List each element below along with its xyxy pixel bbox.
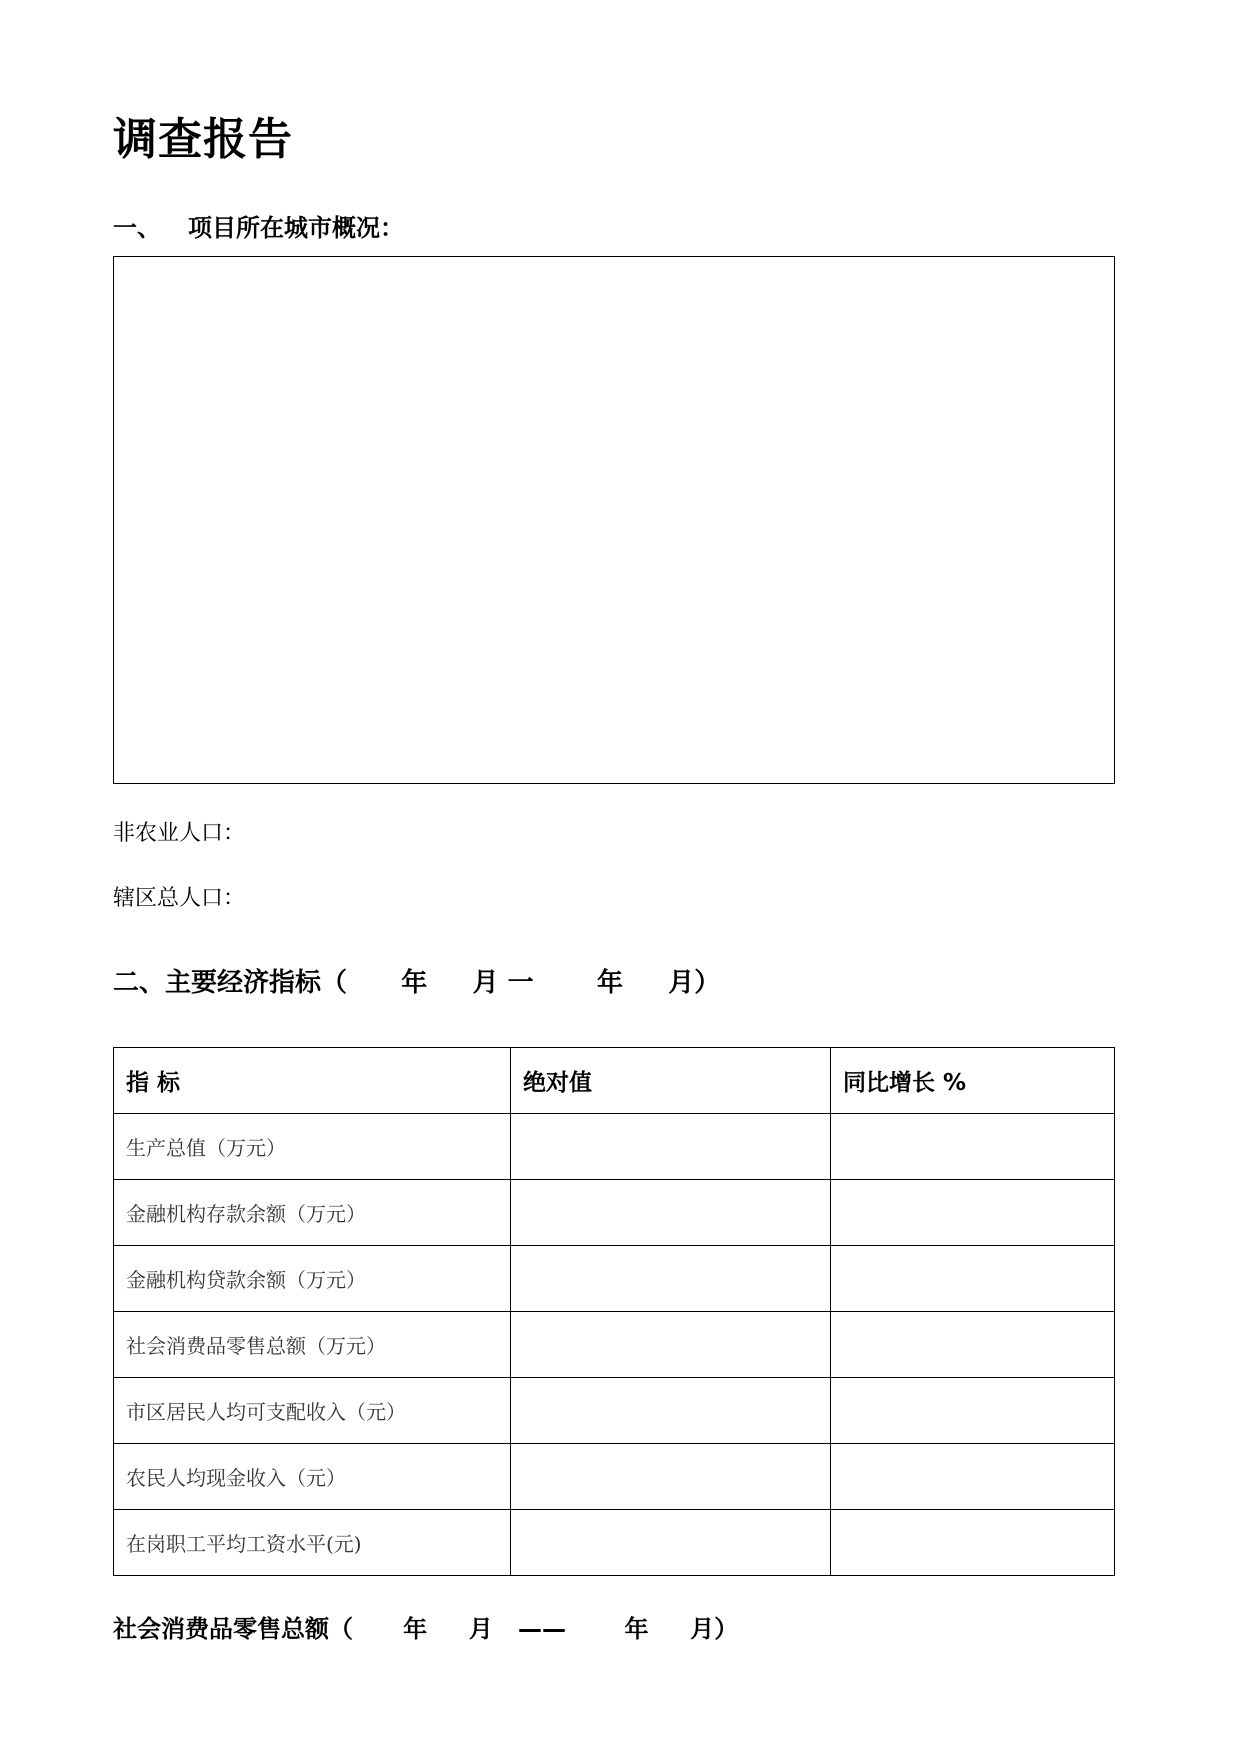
- yoy-growth-cell[interactable]: [831, 1114, 1115, 1180]
- table-row: [114, 1246, 1115, 1312]
- table-row: [114, 1114, 1115, 1180]
- row-label: 社会消费品零售总额（万元）: [114, 1312, 511, 1378]
- table-row: [114, 1378, 1115, 1444]
- absolute-value-cell[interactable]: [511, 1444, 831, 1510]
- yoy-growth-cell[interactable]: [831, 1510, 1115, 1576]
- absolute-value-cell[interactable]: [511, 1246, 831, 1312]
- yoy-growth-cell[interactable]: [831, 1378, 1115, 1444]
- yoy-growth-cell[interactable]: [831, 1180, 1115, 1246]
- absolute-value-cell[interactable]: [511, 1312, 831, 1378]
- table-row: [114, 1180, 1115, 1246]
- yoy-growth-cell[interactable]: [831, 1246, 1115, 1312]
- absolute-value-cell[interactable]: [511, 1180, 831, 1246]
- absolute-value-cell[interactable]: [511, 1378, 831, 1444]
- city-overview-box[interactable]: [113, 256, 1115, 784]
- row-label: 农民人均现金收入（元）: [114, 1444, 511, 1510]
- section-number: 一、: [113, 214, 161, 242]
- retail-sales-period-heading: 社会消费品零售总额（ 年 月 —— 年 月）: [113, 1615, 739, 1643]
- absolute-value-cell[interactable]: [511, 1114, 831, 1180]
- row-label: 生产总值（万元）: [114, 1114, 511, 1180]
- header-absolute-value: 绝对值: [511, 1048, 831, 1114]
- table-row: [114, 1510, 1115, 1576]
- total-population-label: 辖区总人口：: [113, 886, 246, 911]
- non-agri-population-label: 非农业人口：: [113, 821, 246, 846]
- row-label: 在岗职工平均工资水平(元): [114, 1510, 511, 1576]
- yoy-growth-cell[interactable]: [831, 1444, 1115, 1510]
- row-label: 市区居民人均可支配收入（元）: [114, 1378, 511, 1444]
- page-title: 调查报告: [113, 114, 293, 165]
- row-label: 金融机构贷款余额（万元）: [114, 1246, 511, 1312]
- header-indicator: 指 标: [114, 1048, 511, 1114]
- section-heading-economic-indicators: 二、主要经济指标（ 年 月 一 年 月）: [113, 968, 721, 998]
- yoy-growth-cell[interactable]: [831, 1312, 1115, 1378]
- absolute-value-cell[interactable]: [511, 1510, 831, 1576]
- economic-indicators-table: [113, 1047, 1115, 1576]
- table-header-row: [114, 1048, 1115, 1114]
- section-heading-city-overview: [113, 210, 404, 246]
- row-label: 金融机构存款余额（万元）: [114, 1180, 511, 1246]
- header-yoy-growth: 同比增长 %: [831, 1048, 1115, 1114]
- table-row: [114, 1312, 1115, 1378]
- table-row: [114, 1444, 1115, 1510]
- section-title: 项目所在城市概况：: [188, 214, 404, 242]
